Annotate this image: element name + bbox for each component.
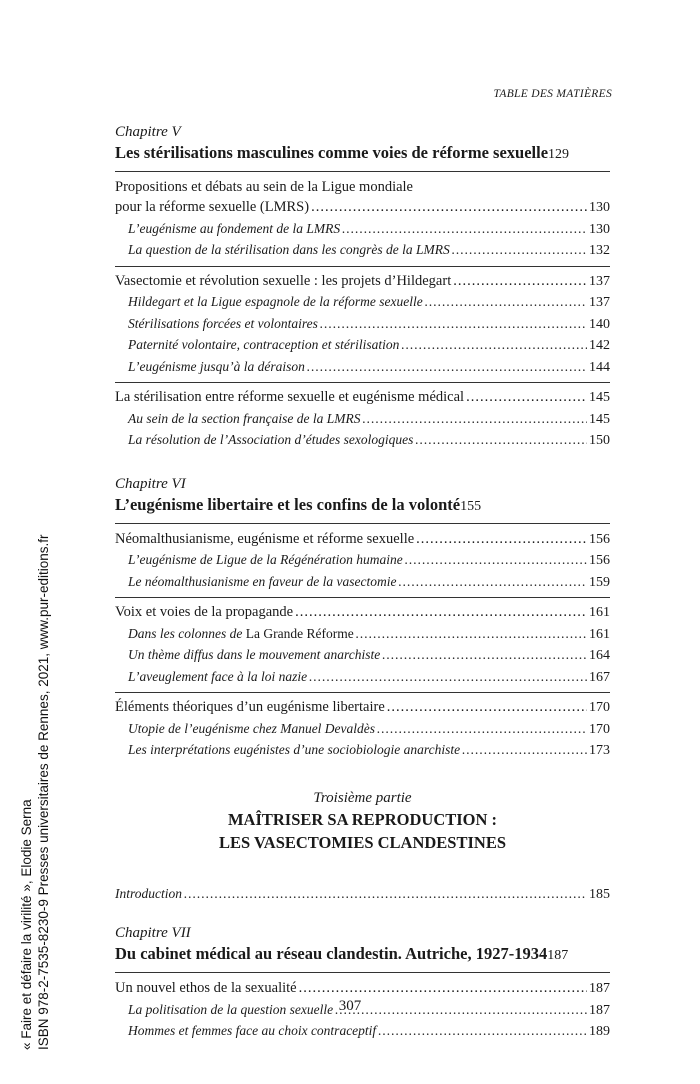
part-heading (115, 788, 610, 854)
leader-dots (425, 292, 587, 313)
section-entry[interactable] (115, 529, 610, 551)
chapter-title-text: L’eugénisme libertaire et les confins de la volonté (115, 494, 461, 514)
page-ref: 142 (589, 338, 610, 353)
subsection-entry[interactable] (115, 430, 610, 452)
page-ref: 129 (548, 147, 570, 162)
page-ref: 144 (589, 359, 610, 375)
entry-label: Les interprétations eugénistes d’une sociobiologie anarchiste (128, 742, 461, 757)
subsection-entry[interactable] (115, 572, 610, 594)
copyright-margin-note (18, 490, 52, 1050)
running-head: TABLE DES MATIÈRES (493, 88, 612, 100)
entry-label: Paternité volontaire, contraception et stérilisation (128, 337, 400, 352)
entry-label: La question de la stérilisation dans les congrès de la LMRS (128, 242, 450, 257)
entry-label: La stérilisation entre réforme sexuelle et eugénisme médical (115, 389, 465, 405)
section-entry[interactable] (115, 602, 610, 624)
page-ref: 156 (589, 553, 610, 568)
leader-dots (416, 529, 587, 550)
leader-dots (184, 884, 587, 905)
subsection-entry[interactable] (115, 314, 610, 336)
leader-dots (378, 1021, 587, 1042)
journal-title: La Grande Réforme (245, 625, 354, 641)
page-ref: 159 (589, 574, 610, 590)
page-ref: 156 (589, 531, 610, 547)
entry-label: Néomalthusianisme, eugénisme et réforme sexuelle (115, 530, 415, 547)
leader-dots (453, 271, 587, 292)
entry-label (128, 624, 354, 645)
page-ref: 187 (547, 948, 569, 963)
entry-label: La résolution de l’Association d’études sexologiques (128, 432, 414, 447)
entry-label: Vasectomie et révolution sexuelle : les projets d’Hildegart (115, 272, 452, 289)
part-title-line: LES VASECTOMIES CLANDESTINES (218, 832, 507, 852)
leader-dots (377, 719, 587, 740)
page-ref: 145 (589, 390, 610, 405)
page-ref: 170 (589, 721, 610, 737)
page-ref: 132 (589, 243, 610, 258)
section-entry[interactable] (115, 697, 610, 719)
entry-label: L’eugénisme de Ligue de la Régénération humaine (128, 552, 403, 567)
leader-dots (299, 978, 587, 999)
entry-label: Stérilisations forcées et volontaires (128, 315, 318, 331)
leader-dots (342, 219, 587, 240)
subsection-entry[interactable] (115, 645, 610, 667)
subsection-entry[interactable] (115, 740, 610, 762)
page-ref: 164 (589, 648, 610, 663)
entry-label: Introduction (115, 885, 182, 901)
page-ref: 161 (589, 626, 610, 642)
leader-dots (452, 240, 587, 261)
chapter-title-text: Les stérilisations masculines comme voies de réforme sexuelle (115, 143, 549, 162)
chapter-label: Chapitre VI (115, 475, 186, 492)
margin-note-line: « Faire et défaire la virilité », Elodie Serna (19, 799, 34, 1050)
leader-dots (462, 740, 587, 761)
subsection-entry[interactable] (115, 292, 610, 314)
leader-dots (307, 357, 587, 378)
leader-dots (295, 602, 587, 623)
section-group (115, 597, 610, 688)
page-ref: 187 (589, 1002, 610, 1018)
table-of-contents (115, 122, 610, 1043)
page-ref: 137 (589, 295, 610, 310)
page-ref: 130 (589, 221, 610, 237)
page-ref: 185 (589, 886, 610, 902)
subsection-entry[interactable] (115, 719, 610, 741)
subsection-entry[interactable] (115, 357, 610, 379)
chapter-title[interactable] (115, 494, 610, 524)
subsection-entry[interactable] (115, 240, 610, 262)
leader-dots (382, 645, 587, 666)
section-entry[interactable] (115, 271, 610, 293)
page-ref: 130 (589, 200, 610, 215)
leader-dots (415, 430, 587, 451)
part-label: Troisième partie (313, 789, 412, 806)
page-ref: 140 (589, 316, 610, 332)
page-number: 307 (338, 998, 362, 1014)
chapter-title-text: Du cabinet médical au réseau clandestin. Autriche, 1927-1934 (115, 944, 548, 963)
section-entry[interactable] (115, 177, 610, 219)
subsection-entry[interactable] (115, 667, 610, 689)
page-ref: 167 (589, 669, 610, 685)
entry-label: Voix et voies de la propagande (115, 604, 294, 620)
page-ref: 161 (589, 605, 610, 620)
page-ref: 155 (460, 498, 482, 514)
entry-label: Un thème diffus dans le mouvement anarchiste (128, 647, 381, 662)
section-group (115, 382, 610, 452)
leader-dots (356, 624, 587, 645)
chapter-title[interactable] (115, 142, 610, 172)
entry-label: L’aveuglement face à la loi nazie (128, 668, 308, 684)
entry-label-italic: Dans les colonnes de (128, 625, 246, 641)
leader-dots (387, 697, 587, 718)
entry-label: Éléments théoriques d’un eugénisme libertaire (115, 699, 385, 715)
leader-dots (311, 197, 587, 218)
leader-dots (405, 550, 587, 571)
introduction-entry[interactable] (115, 884, 610, 906)
subsection-entry[interactable] (115, 335, 610, 357)
entry-label: Hildegart et la Ligue espagnole de la réforme sexuelle (128, 294, 423, 309)
chapter-title[interactable] (115, 943, 610, 973)
page-ref: 137 (589, 273, 610, 289)
entry-label: La politisation de la question sexuelle (128, 1001, 334, 1017)
margin-note-line: ISBN 978-2-7535-8230-9 Presses universitaires de Rennes, 2021, www.pur-editions.fr (36, 534, 51, 1050)
entry-label: Le néomalthusianisme en faveur de la vasectomie (128, 573, 397, 589)
subsection-entry[interactable] (115, 409, 610, 431)
section-group (115, 266, 610, 379)
section-title-line: Propositions et débats au sein de la Ligue mondiale (115, 179, 413, 195)
section-entry[interactable] (115, 978, 610, 1000)
page-ref: 173 (589, 743, 610, 758)
leader-dots (362, 409, 587, 430)
subsection-entry[interactable] (115, 1021, 610, 1043)
section-group (115, 177, 610, 262)
entry-label: L’eugénisme au fondement de la LMRS (128, 220, 341, 236)
subsection-entry[interactable] (115, 624, 610, 646)
subsection-entry[interactable] (115, 219, 610, 241)
leader-dots (401, 335, 587, 356)
leader-dots (466, 387, 587, 408)
section-group (115, 692, 610, 762)
page-ref: 150 (589, 433, 610, 448)
entry-label: Au sein de la section française de la LMRS (128, 410, 361, 426)
entry-label: Un nouvel ethos de la sexualité (115, 980, 297, 996)
page-ref: 170 (589, 700, 610, 715)
leader-dots (398, 572, 587, 593)
subsection-entry[interactable] (115, 550, 610, 572)
page-ref: 145 (589, 411, 610, 427)
chapter-label: Chapitre V (115, 124, 181, 140)
page-ref: 187 (589, 981, 610, 996)
leader-dots (320, 314, 587, 335)
entry-label: Utopie de l’eugénisme chez Manuel Devaldès (128, 720, 376, 736)
section-group (115, 529, 610, 594)
page-ref: 189 (589, 1024, 610, 1039)
section-title-line: pour la réforme sexuelle (LMRS) (115, 199, 310, 215)
entry-label: Hommes et femmes face au choix contraceptif (128, 1023, 377, 1038)
part-title-line: MAÎTRISER SA REPRODUCTION : (227, 809, 498, 829)
section-entry[interactable] (115, 387, 610, 409)
chapter-label: Chapitre VII (115, 925, 191, 941)
leader-dots (309, 667, 587, 688)
entry-label: L’eugénisme jusqu’à la déraison (128, 358, 305, 374)
